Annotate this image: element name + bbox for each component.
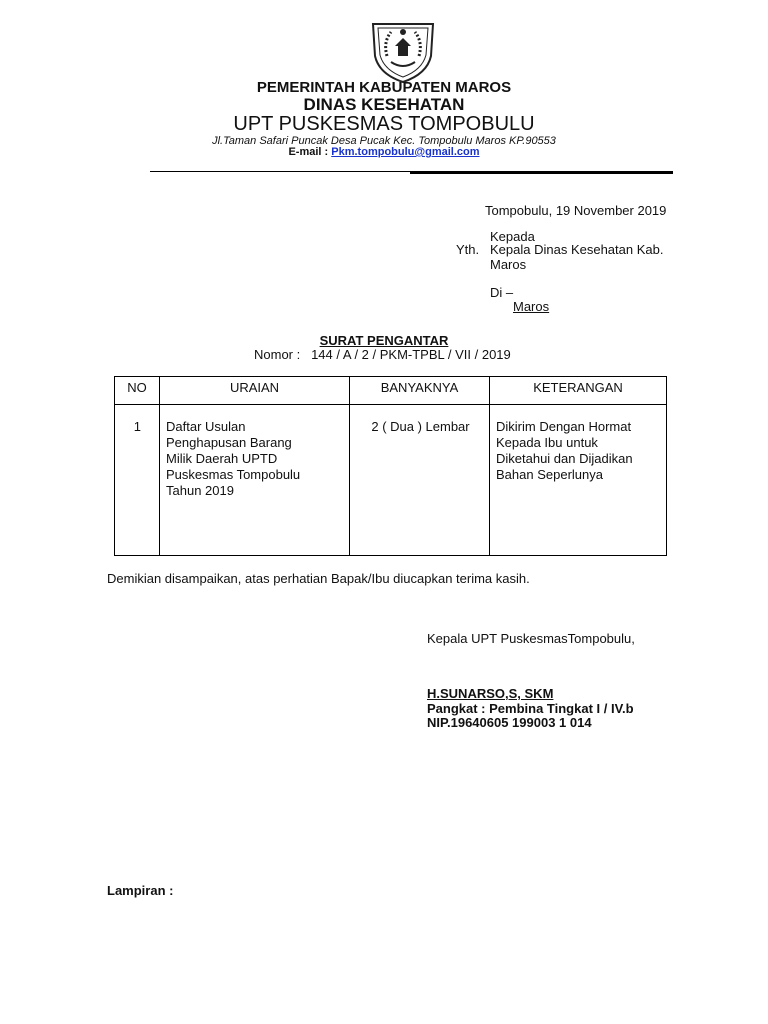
recipient-line-2: Maros — [490, 257, 527, 272]
table-header-row — [115, 377, 667, 405]
institution-name: UPT PUSKESMAS TOMPOBULU — [233, 113, 535, 135]
di-place: Maros — [513, 299, 550, 314]
closing-sentence: Demikian disampaikan, atas perhatian Bapak/Ibu diucapkan terima kasih. — [107, 571, 530, 586]
di-label: Di – — [490, 285, 514, 300]
table-row — [115, 405, 667, 556]
items-table — [114, 376, 667, 556]
nomor-value: 144 / A / 2 / PKM-TPBL / VII / 2019 — [311, 347, 511, 362]
cell-no: 1 — [115, 405, 160, 556]
uraian-line: Penghapusan Barang — [166, 435, 292, 450]
department-name: DINAS KESEHATAN — [303, 95, 465, 114]
signature-position: Kepala UPT PuskesmasTompobulu, — [427, 631, 635, 646]
column-header-keterangan: KETERANGAN — [490, 377, 667, 405]
institution-address: Jl.Taman Safari Puncak Desa Pucak Kec. Tompobulu Maros KP.90553 — [212, 135, 556, 147]
email-line — [0, 146, 768, 158]
signatory-name: H.SUNARSO,S, SKM — [427, 686, 554, 701]
nomor-label: Nomor : — [254, 347, 301, 362]
kepada-label: Kepada — [490, 229, 535, 244]
signatory-rank: Pangkat : Pembina Tingkat I / IV.b — [427, 701, 634, 716]
column-header-no: NO — [115, 377, 160, 405]
uraian-line: Puskesmas Tompobulu — [166, 467, 301, 482]
recipient-line-1: Kepala Dinas Kesehatan Kab. — [490, 242, 664, 257]
cell-uraian — [160, 405, 350, 556]
letter-title: SURAT PENGANTAR — [319, 333, 449, 348]
cell-banyaknya: 2 ( Dua ) Lembar — [350, 405, 490, 556]
attachment-label: Lampiran : — [107, 883, 174, 898]
column-header-banyaknya: BANYAKNYA — [350, 377, 490, 405]
regency-emblem-logo — [365, 16, 441, 84]
email-label: E-mail : — [288, 146, 332, 158]
signatory-nip: NIP.19640605 199003 1 014 — [427, 715, 592, 730]
keterangan-line: Dikirim Dengan Hormat — [496, 419, 632, 434]
uraian-line: Milik Daerah UPTD — [166, 451, 278, 466]
header-rule-thick — [410, 172, 673, 174]
keterangan-line: Bahan Seperlunya — [496, 467, 603, 482]
email-link[interactable]: Pkm.tompobulu@gmail.com — [331, 146, 480, 158]
keterangan-line: Kepada Ibu untuk — [496, 435, 598, 450]
column-header-uraian: URAIAN — [160, 377, 350, 405]
cell-keterangan — [490, 405, 667, 556]
yth-label: Yth. — [456, 242, 480, 257]
keterangan-line: Diketahui dan Dijadikan — [496, 451, 633, 466]
government-name: PEMERINTAH KABUPATEN MAROS — [256, 79, 512, 96]
uraian-line: Daftar Usulan — [166, 419, 246, 434]
place-date: Tompobulu, 19 November 2019 — [485, 203, 667, 218]
letter-number — [254, 347, 511, 362]
uraian-line: Tahun 2019 — [166, 483, 234, 498]
